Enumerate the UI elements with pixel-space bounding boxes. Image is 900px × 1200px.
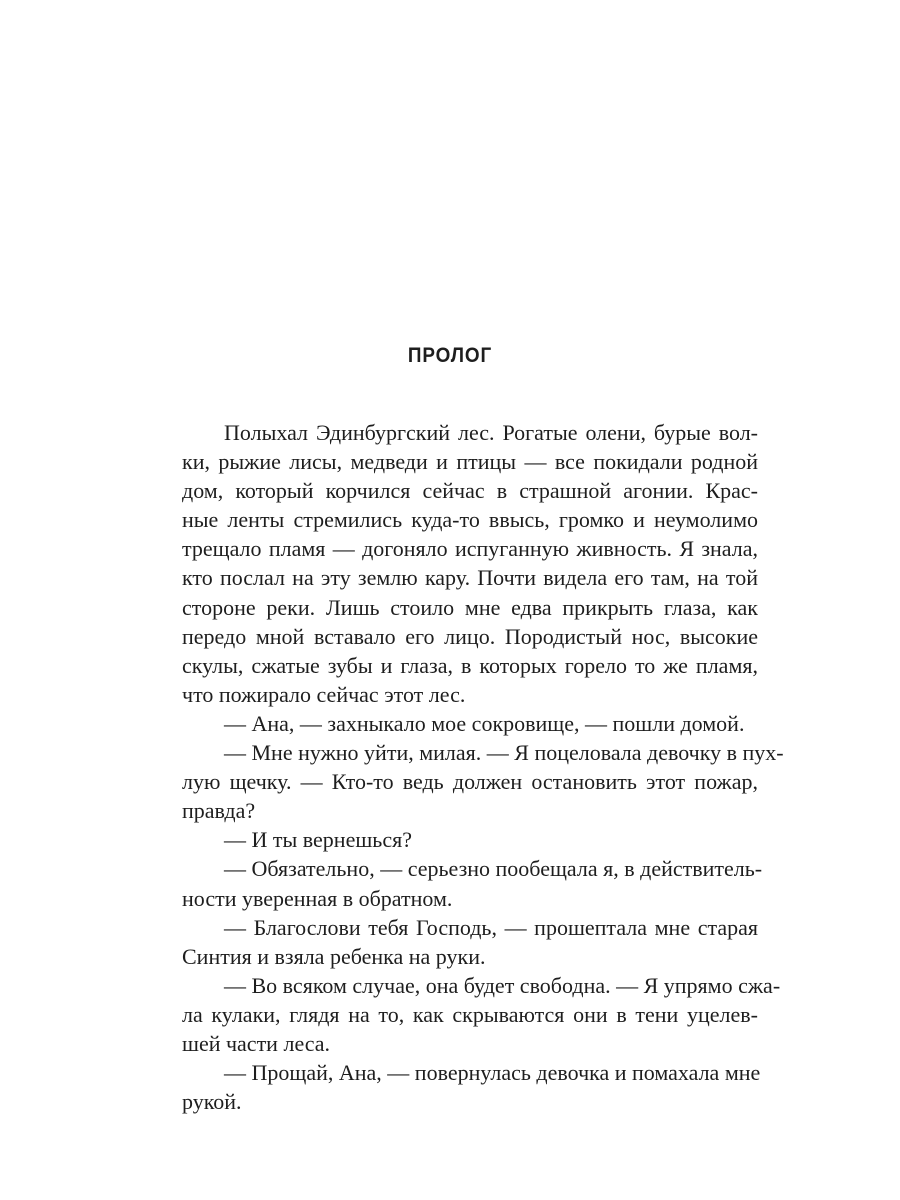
text-line: Синтия и взяла ребенка на руки. xyxy=(182,943,486,969)
text-line: что пожирало сейчас этот лес. xyxy=(182,681,466,707)
text-line: — И ты вернешься? xyxy=(224,827,412,853)
text-line: скулы, сжатые зубы и глаза, в которых горело то же пламя, xyxy=(182,652,758,678)
text-line: — Во всяком случае, она будет свободна. — Я упрямо сжа- xyxy=(224,972,781,998)
text-line: — Обязательно, — серьезно пообещала я, в действитель- xyxy=(224,856,763,882)
paragraph xyxy=(140,825,758,854)
body-text xyxy=(140,418,784,1116)
text-line: рукой. xyxy=(182,1089,242,1115)
paragraph xyxy=(140,709,758,738)
paragraph xyxy=(140,1058,761,1116)
text-line: — Ана, — захныкало мое сокровище, — пошли домой. xyxy=(224,710,745,736)
text-line: передо мной вставало его лицо. Породистый нос, высокие xyxy=(182,623,758,649)
text-line: ные ленты стремились куда-то ввысь, громко и неумолимо xyxy=(182,507,758,533)
text-line: дом, который корчился сейчас в страшной агонии. Крас- xyxy=(182,478,758,504)
text-line: правда? xyxy=(182,798,256,824)
paragraph xyxy=(140,854,763,912)
text-line: трещало пламя — догоняло испуганную живность. Я знала, xyxy=(182,536,758,562)
paragraph xyxy=(140,913,758,971)
text-line: Полыхал Эдинбургский лес. Рогатые олени, бурые вол- xyxy=(224,420,758,445)
chapter-title: ПРОЛОГ xyxy=(407,344,493,367)
paragraph xyxy=(140,738,784,825)
text-line: — Мне нужно уйти, милая. — Я поцеловала девочку в пух- xyxy=(224,740,784,766)
text-line: стороне реки. Лишь стоило мне едва прикрыть глаза, как xyxy=(182,594,758,620)
text-line: ки, рыжие лисы, медведи и птицы — все покидали родной xyxy=(182,449,758,475)
paragraph xyxy=(140,418,758,709)
text-line: ности уверенная в обратном. xyxy=(182,885,453,911)
text-line: кто послал на эту землю кару. Почти видела его там, на той xyxy=(182,565,758,591)
text-line: шей части леса. xyxy=(182,1030,331,1056)
text-line: — Благослови тебя Господь, — прошептала мне старая xyxy=(224,914,758,940)
paragraph xyxy=(140,971,781,1058)
text-line: — Прощай, Ана, — повернулась девочка и помахала мне xyxy=(224,1060,761,1086)
text-line: лую щечку. — Кто-то ведь должен остановить этот пожар, xyxy=(182,769,758,795)
text-line: ла кулаки, глядя на то, как скрываются они в тени уцелев- xyxy=(182,1001,758,1027)
